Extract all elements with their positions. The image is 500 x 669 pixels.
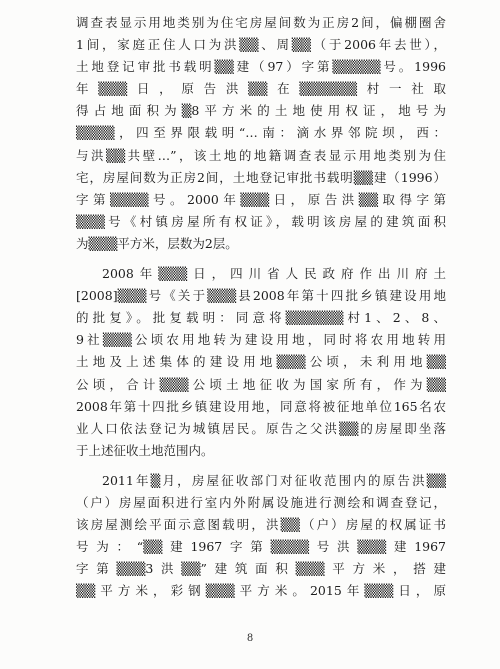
text-line: 年▒▒▒日，原告洪▒▒在▒▒▒▒▒▒村一社取 bbox=[76, 81, 446, 97]
text-line: 公顷，合计▒▒▒公顷土地征收为国家所有，作为▒▒ bbox=[76, 376, 446, 392]
text-line: ▒▒平方米，彩钢▒▒▒平方米。2015年▒▒▒日，原 bbox=[76, 583, 446, 599]
paragraph-2 bbox=[76, 263, 446, 462]
page-number: 8 bbox=[246, 633, 254, 644]
text-line: 业人口依法登记为城镇居民。原告之父洪▒▒的房屋即坐落 bbox=[76, 420, 446, 436]
text-line: 字第▒▒▒3洪▒▒”建筑面积▒▒▒平方米，搭建 bbox=[76, 561, 446, 577]
text-line: ▒▒▒▒，四至界限载明“…南：滴水界邻院坝，西： bbox=[76, 125, 446, 141]
paragraph-3 bbox=[76, 470, 446, 603]
text-line: 该房屋测绘平面示意图载明，洪▒▒（户）房屋的权属证书 bbox=[76, 517, 446, 533]
text-line: 得占地面积为▒8平方米的土地使用权证，地号为 bbox=[76, 103, 446, 119]
text-line: 土地登记审批书载明▒▒建（97）字第▒▒▒▒▒号。1996 bbox=[76, 59, 446, 75]
text-line: 调查表显示用地类别为住宅房屋间数为正房2间，偏棚圈舍 bbox=[76, 15, 446, 30]
text-line: 宅，房屋间数为正房2间，土地登记审批书载明▒▒建（1996） bbox=[76, 169, 446, 185]
text-line: 土地及上述集体的建设用地▒▒▒公顷，未利用地▒▒ bbox=[76, 354, 446, 370]
text-line: 2008年▒▒▒日，四川省人民政府作出川府土 bbox=[102, 266, 446, 282]
text-line: 与洪▒▒共壁…”，该土地的地籍调查表显示用地类别为住 bbox=[76, 147, 446, 163]
text-line: （户）房屋面积进行室内外附属设施进行测绘和调查登记， bbox=[76, 494, 446, 510]
text-line: 的批复》。批复载明：同意将▒▒▒▒▒▒村1、2、8、 bbox=[76, 310, 446, 326]
text-line: 为▒▒▒平方米，层数为2层。 bbox=[76, 235, 238, 251]
text-line: 2008年第十四批乡镇建设用地，同意将被征地单位165名农 bbox=[76, 398, 446, 414]
document-body bbox=[76, 12, 446, 602]
text-line: [2008]▒▒▒号《关于▒▒▒县2008年第十四批乡镇建设用地 bbox=[76, 288, 446, 304]
text-line: 9社▒▒▒公顷农用地转为建设用地，同时将农用地转用 bbox=[76, 332, 446, 348]
text-line: 2011年▒月，房屋征收部门对征收范围内的原告洪▒▒ bbox=[102, 472, 446, 488]
text-line: ▒▒▒号《村镇房屋所有权证》，载明该房屋的建筑面积 bbox=[76, 213, 446, 229]
text-line: 1间，家庭正住人口为洪▒▒、周▒▒（于2006年去世）， bbox=[76, 37, 446, 53]
text-line: 于上述征收土地范围内。 bbox=[76, 442, 214, 458]
text-line: 号为：“▒▒建1967字第▒▒▒▒号洪▒▒▒建1967 bbox=[76, 539, 446, 555]
text-line: 字第▒▒▒▒号。2000年▒▒▒日，原告洪▒▒取得字第 bbox=[76, 191, 446, 207]
paragraph-1 bbox=[76, 12, 446, 255]
